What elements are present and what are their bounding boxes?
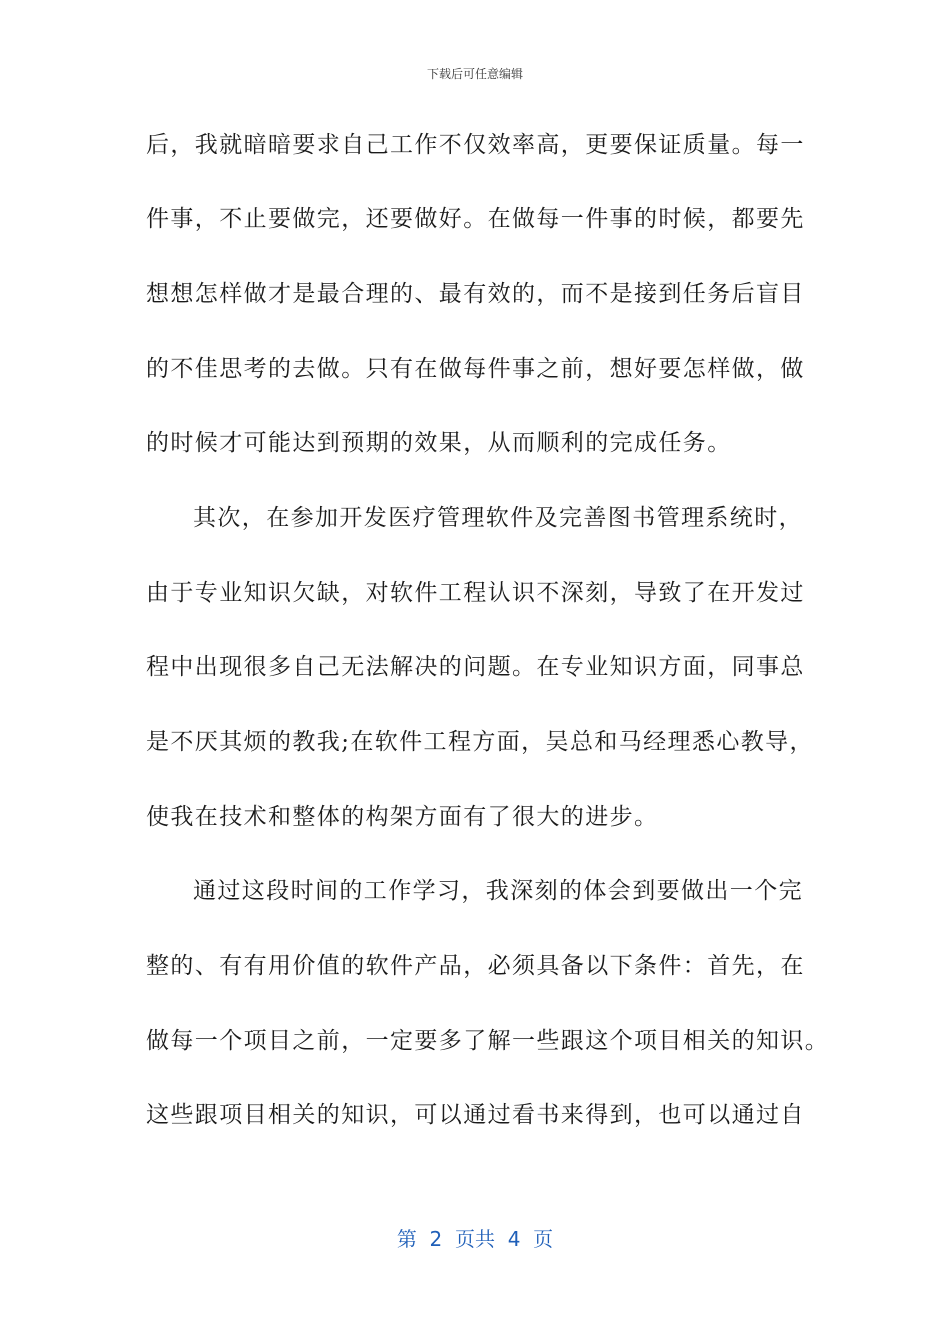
body-line: 这些跟项目相关的知识，可以通过看书来得到，也可以通过自: [146, 1102, 805, 1128]
paragraph-first-line: 通过这段时间的工作学习，我深刻的体会到要做出一个完: [193, 878, 803, 904]
body-line: 件事，不止要做完，还要做好。在做每一件事的时候，都要先: [146, 206, 805, 232]
body-line: 程中出现很多自己无法解决的问题。在专业知识方面，同事总: [146, 654, 805, 680]
body-line: 做每一个项目之前，一定要多了解一些跟这个项目相关的知识。: [146, 1028, 830, 1054]
body-line: 的不佳思考的去做。只有在做每件事之前，想好要怎样做，做: [146, 356, 805, 382]
paragraph-first-line: 其次，在参加开发医疗管理软件及完善图书管理系统时，: [193, 505, 803, 531]
page-number: 第 2 页共 4 页: [396, 1227, 554, 1251]
body-line: 使我在技术和整体的构架方面有了很大的进步。: [146, 804, 659, 830]
page-header: 下载后可任意编辑: [426, 67, 523, 81]
body-line: 由于专业知识欠缺，对软件工程认识不深刻，导致了在开发过: [146, 580, 805, 606]
body-line: 是不厌其烦的教我;在软件工程方面，吴总和马经理悉心教导，: [146, 729, 814, 755]
body-line: 的时候才可能达到预期的效果，从而顺利的完成任务。: [146, 430, 732, 456]
body-line: 后，我就暗暗要求自己工作不仅效率高，更要保证质量。每一: [146, 132, 805, 158]
body-line: 想想怎样做才是最合理的、最有效的，而不是接到任务后盲目: [146, 281, 805, 307]
body-line: 整的、有有用价值的软件产品，必须具备以下条件：首先，在: [146, 953, 805, 979]
